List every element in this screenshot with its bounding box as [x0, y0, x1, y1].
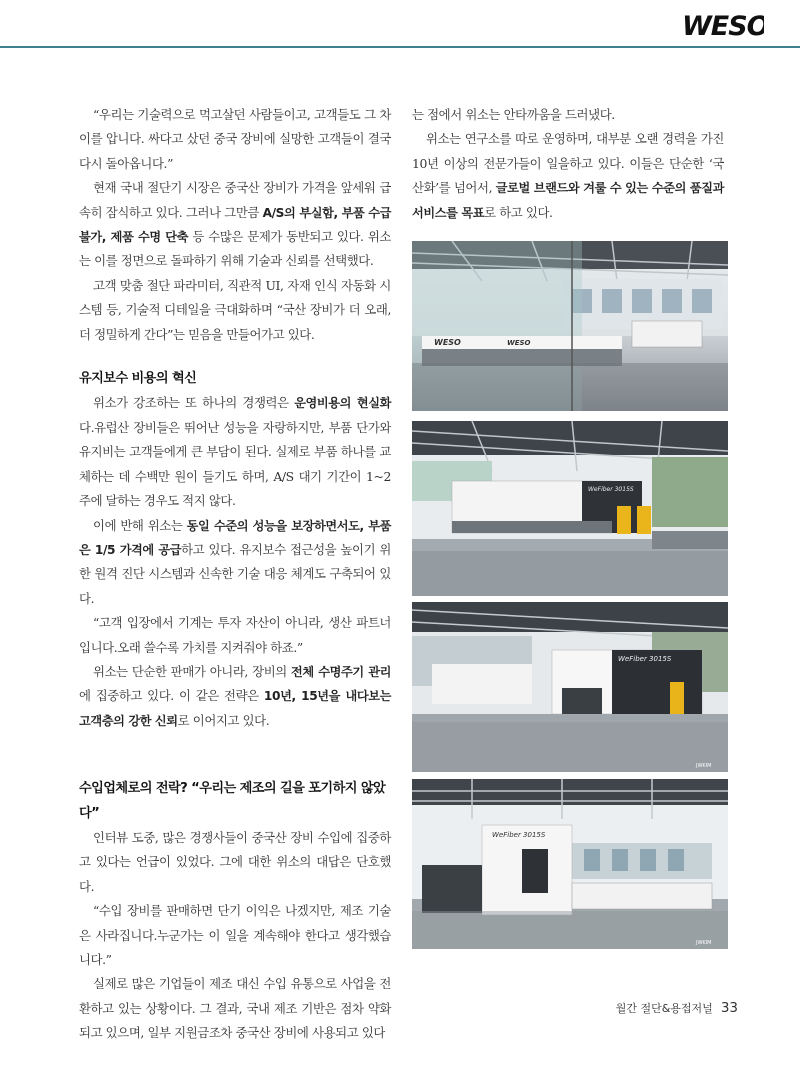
left-column [79, 103, 391, 1046]
paragraph: 위소는 연구소를 따로 운영하며, 대부분 오랜 경력을 가진 10년 이상의 전문가들이 일을하고 있다. 이들은 단순한 ‘국산화’를 넘어서, 글로벌 브랜드와 겨룰 수 있는 수준의 품질과 서비스를 목표로 하고 있다. [412, 131, 724, 220]
paragraph: 실제로 많은 기업들이 제조 대신 수입 유통으로 사업을 전환하고 있는 상황이다. 그 결과, 국내 제조 기반은 점차 약화되고 있으며, 일부 지원금조차 중국산 장비에 사용되고 있다 [79, 976, 391, 1041]
factory-photo-laser-machines [412, 421, 728, 596]
factory-photo-glass-partition [412, 241, 728, 411]
paragraph: 위소는 단순한 판매가 아니라, 장비의 전체 수명주기 관리에 집중하고 있다. 이 같은 전략은 10년, 15년을 내다보는 고객층의 강한 신뢰로 이어지고 있다. [79, 663, 392, 728]
svg-text:JWKIM: JWKIM [696, 940, 712, 946]
svg-text:WESO: WESO [434, 338, 461, 347]
paragraph: 인터뷰 도중, 많은 경쟁사들이 중국산 장비 수입에 집중하고 있다는 언급이 있었다. 그에 대한 위소의 대답은 단호했다. [79, 829, 391, 894]
weso-logo [682, 10, 764, 40]
paragraph: 는 점에서 위소는 안타까움을 드러냈다. [412, 107, 615, 122]
page-footer [616, 1000, 738, 1016]
paragraph: 고객 맞춤 절단 파라미터, 직관적 UI, 자재 인식 자동화 시스템 등, 기술적 디테일을 극대화하며 “국산 장비가 더 오래, 더 정밀하게 간다”는 믿음을 만들어가고 있다. [79, 277, 391, 342]
paragraph: 현재 국내 절단기 시장은 중국산 장비가 가격을 앞세워 급속히 잠식하고 있다. 그러나 그만큼 A/S의 부실함, 부품 수급 불가, 제품 수명 단축 등 수많은 문제가 동반되고 있다. 위소는 이를 정면으로 돌파하기 위해 기술과 신뢰를 선택했다. [79, 180, 391, 269]
factory-photo-single-machine [412, 779, 728, 949]
svg-text:JWKIM: JWKIM [696, 763, 712, 769]
factory-photo-laser-line [412, 602, 728, 772]
svg-text:WESO: WESO [682, 11, 764, 40]
paragraph: 이에 반해 위소는 동일 수준의 성능을 보장하면서도, 부품은 1/5 가격에 공급하고 있다. 유지보수 접근성을 높이기 위한 원격 진단 시스템과 신속한 기술 대응 체계도 구축되어 있다. [79, 517, 391, 606]
section-heading: 유지보수 비용의 혁신 [79, 371, 197, 387]
svg-text:WeFiber 3015S: WeFiber 3015S [588, 486, 634, 493]
section-heading: 수입업체로의 전락? “우리는 제조의 길을 포기하지 않았다” [79, 781, 386, 821]
magazine-name: 월간 절단&용접저널 [615, 1002, 713, 1015]
quote-paragraph: “고객 입장에서 기계는 투자 자산이 아니라, 생산 파트너입니다.오래 쓸수록 가치를 지켜줘야 하죠.” [79, 615, 391, 655]
right-column [412, 103, 724, 225]
paragraph: 위소가 강조하는 또 하나의 경쟁력은 운영비용의 현실화다.유럽산 장비들은 뛰어난 성능을 자랑하지만, 부품 단가와 유지비는 고객들에게 큰 부담이 된다. 실제로 부품 하나를 교체하는 데 수백만 원이 들기도 하며, A/S 대기 기간이 1~2주에 달하는 경우도 적지 않다. [79, 395, 392, 509]
svg-text:WeFiber 3015S: WeFiber 3015S [492, 831, 546, 839]
paragraph: “우리는 기술력으로 먹고살던 사람들이고, 고객들도 그 차이를 압니다. 싸다고 샀던 중국 장비에 실망한 고객들이 결국 다시 돌아옵니다.” [79, 107, 391, 171]
svg-text:WeFiber 3015S: WeFiber 3015S [618, 655, 672, 663]
quote-paragraph: “수입 장비를 판매하면 단기 이익은 나겠지만, 제조 기술은 사라집니다.누군가는 이 일을 계속해야 한다고 생각했습니다.” [79, 903, 391, 967]
header-rule [0, 46, 800, 48]
page-number: 33 [720, 1000, 738, 1016]
svg-text:WESO: WESO [507, 339, 531, 347]
